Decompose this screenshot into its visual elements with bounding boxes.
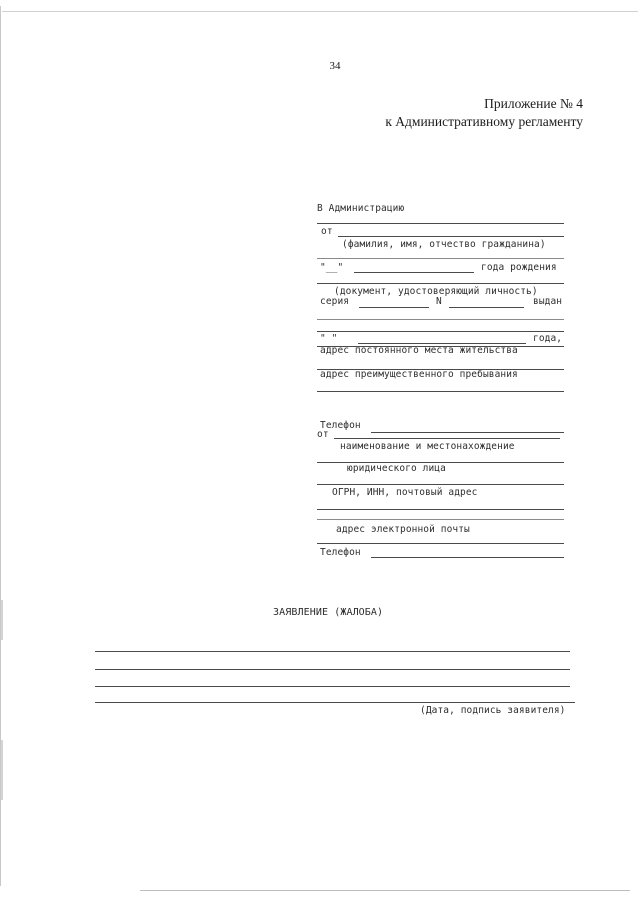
field-line [358,343,526,344]
statement-line [95,651,570,652]
phone-legal-label: Телефон [320,547,361,558]
field-line [317,391,564,392]
to-administration-label: В Администрацию [317,203,405,214]
birth-year-label: года рождения [481,262,557,273]
series-label: серия [320,296,350,307]
page-border-bottom [140,890,630,891]
page-border-top [2,11,638,12]
phone-field-line [371,432,564,433]
issued-label: выдан [533,296,563,307]
scan-artifact [1,600,3,640]
field-line [317,283,564,284]
field-line [359,307,429,308]
citizen-name-hint: (фамилия, имя, отчество гражданина) [342,239,546,250]
primary-stay-label: адрес преимущественного пребывания [320,369,518,380]
appendix-title: Приложение № 4 [484,96,583,111]
statement-line [95,686,570,687]
field-line [338,236,564,237]
email-hint: адрес электронной почты [336,524,470,535]
phone-field-line [371,557,564,558]
number-label: N [436,296,442,307]
identity-document-hint: (документ, удостоверяющий личность) [334,286,538,297]
field-line [317,258,564,259]
field-line [317,223,564,224]
from-label: от [321,226,333,237]
appendix-subtitle: к Административному регламенту [385,114,583,129]
page-number: 34 [329,60,341,72]
signature-hint: (Дата, подпись заявителя) [420,705,566,716]
ogrn-inn-postal-hint: ОГРН, ИНН, почтовый адрес [332,487,478,498]
field-line [317,484,564,485]
year-label: года, [533,333,563,344]
birth-date-quotes: "__" [320,262,344,273]
field-line [317,331,564,332]
statement-title: ЗАЯВЛЕНИЕ (ЖАЛОБА) [273,607,384,618]
phone-label: Телефон [320,420,361,431]
field-line [354,272,474,273]
legal-name-hint-line2: юридического лица [347,463,446,474]
legal-name-hint-line1: наименование и местонахождение [340,441,515,452]
field-line [317,519,564,520]
field-line [334,438,560,439]
statement-line [95,669,570,670]
scan-artifact [1,740,3,800]
field-line [317,319,564,320]
from-legal-label: от [317,429,329,440]
field-line [317,543,564,544]
issue-date-quotes: " " [320,333,338,344]
permanent-residence-label: адрес постоянного места жительства [320,345,518,356]
field-line [449,307,524,308]
field-line [317,509,564,510]
statement-line [95,702,575,703]
